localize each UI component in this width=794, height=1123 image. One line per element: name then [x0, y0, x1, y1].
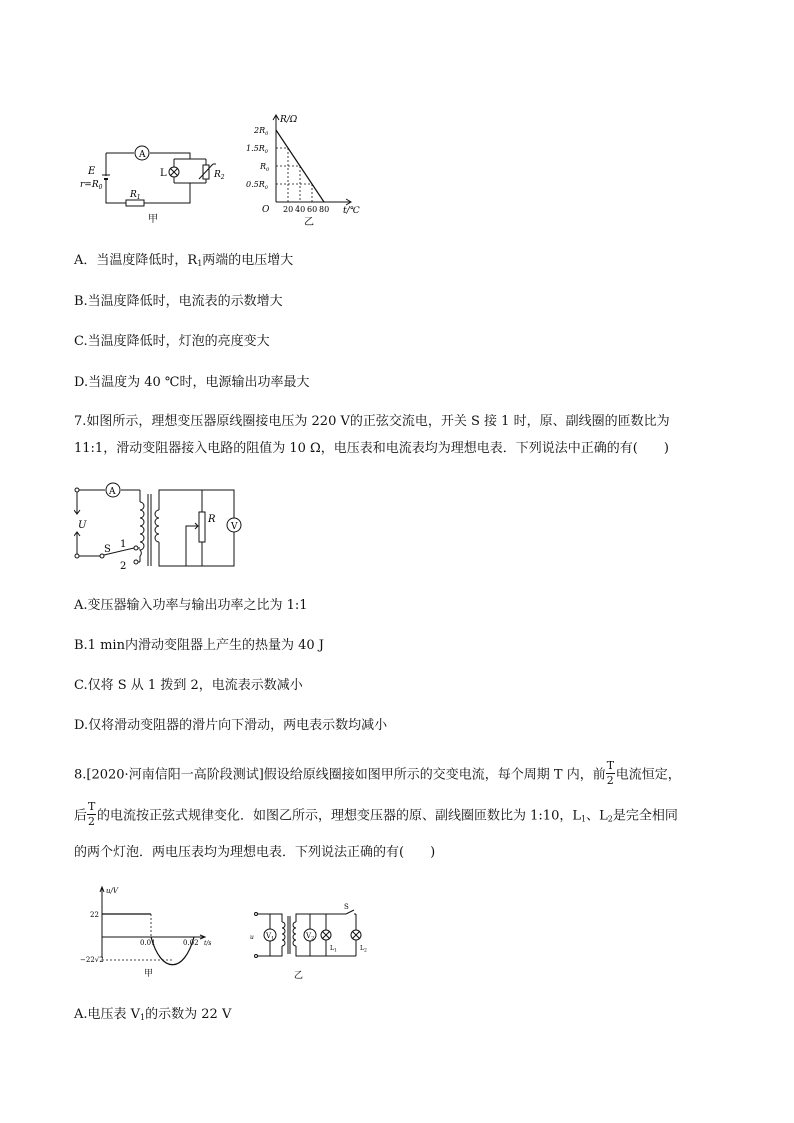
denominator: 2: [606, 774, 614, 787]
voltmeter-v1-label: V: [266, 932, 272, 940]
ammeter-label: A: [139, 150, 146, 160]
x-value-001: 0.01: [140, 939, 156, 947]
svg-text:R2: [213, 170, 225, 181]
figure-7-transformer-circuit: [74, 480, 249, 575]
voltmeter-label: V: [231, 522, 238, 532]
x-axis-label: t/℃: [343, 206, 360, 216]
ammeter-label: A: [109, 487, 116, 497]
figure-8-yi-circuit: [250, 902, 380, 982]
q8-stem-text: 电流恒定，: [615, 767, 681, 783]
sub: 0: [264, 185, 268, 191]
fraction-t-over-2: [87, 800, 97, 828]
q6-option-d: D.当温度为 40 ℃时，电源输出功率最大: [74, 375, 310, 390]
numerator: T: [88, 800, 96, 813]
input-u-label: u: [250, 934, 254, 941]
numerator: T: [606, 759, 615, 772]
q8-stem-line1: [74, 759, 681, 787]
y-tick: 1.5R: [246, 144, 265, 153]
figure-6-yi-graph: [240, 112, 370, 227]
q7-stem-line1: 7.如图所示，理想变压器原线圈接电压为 220 V的正弦交流电，开关 S 接 1 时，原、副线圈的匝数比为: [74, 414, 670, 429]
sub: 0: [98, 184, 103, 191]
q6-option-a: [74, 253, 293, 272]
voltage-label: U: [78, 520, 87, 531]
subscript: 2: [607, 814, 613, 824]
y-value-neg: −22√2: [80, 956, 104, 964]
origin-label: O: [262, 205, 270, 215]
q8-option-a-text-end: 的示数为 22 V: [145, 1007, 232, 1022]
caption-jia: 甲: [144, 969, 154, 979]
q8-stem-text: 后: [74, 808, 88, 824]
x-tick: 80: [319, 205, 330, 214]
svg-text:1.5R0: [246, 144, 269, 155]
svg-text:L2: [360, 945, 367, 954]
denominator: 2: [88, 815, 96, 828]
x-value-002: 0.02: [183, 939, 199, 947]
figure-8-jia-waveform: [80, 884, 220, 979]
q6-option-c: C.当温度降低时，灯泡的亮度变大: [74, 334, 270, 349]
sub: 1: [136, 194, 141, 201]
q6-option-a-text-end: 两端的电压增大: [202, 253, 294, 268]
svg-text:R1: [129, 190, 141, 201]
subscript: 1: [580, 814, 587, 824]
r2-label: R: [214, 170, 221, 180]
caption-jia: 甲: [148, 214, 158, 225]
sub: 0: [266, 167, 270, 173]
y-tick: 0.5R: [246, 180, 265, 189]
caption-yi: 乙: [294, 971, 304, 981]
r1-label: R: [130, 190, 137, 200]
sub: 2: [220, 174, 225, 181]
switch-label: S: [104, 544, 111, 555]
y-value-22: 22: [90, 911, 99, 919]
subscript: 1: [197, 259, 203, 268]
sub: 0: [265, 131, 269, 137]
sub: 1: [271, 935, 275, 942]
rheostat-label: R: [208, 514, 216, 525]
y-axis-label: u/V: [106, 887, 118, 895]
caption-yi: 乙: [304, 217, 314, 227]
q8-stem-text: 是完全相同: [612, 808, 678, 824]
q7-option-b: B.1 min内滑动变阻器上产生的热量为 40 J: [74, 638, 324, 653]
q8-stem-line3: 的两个灯泡．两电压表均为理想电表．下列说法正确的有( ): [74, 845, 436, 860]
q8-stem-text: 8.[2020·河南信阳一高阶段测试]假设给原线圈接如图甲所示的交变电流，每个周期 T 内，前: [74, 767, 606, 783]
svg-text:r=R0: [80, 180, 103, 191]
lamp-l1-label: L: [330, 945, 334, 952]
sub: 1: [333, 948, 337, 954]
q8-stem-text: 的电流按正弦式规律变化．如图乙所示，理想变压器的原、副线圈匝数比为 1:10，L: [97, 808, 581, 824]
voltmeter-v2-label: V: [306, 932, 312, 940]
sub: 0: [264, 149, 268, 155]
switch-label: S: [344, 903, 349, 911]
q6-option-a-text: A．当温度降低时，R: [74, 253, 198, 268]
fraction-t-over-2: [606, 759, 616, 787]
q8-stem-text: 、L: [586, 808, 608, 824]
terminal-1-label: 1: [120, 539, 127, 550]
svg-text:R0: [259, 162, 270, 173]
y-tick: 2R: [254, 126, 266, 135]
sub: 2: [363, 948, 367, 954]
lamp-l2-label: L: [360, 945, 364, 952]
q7-stem-line2: 11:1，滑动变阻器接入电路的阻值为 10 Ω，电压表和电流表均为理想电表．下列说法中正确的有( ): [74, 441, 669, 456]
internal-resistance-label: r=R: [80, 180, 99, 190]
q7-option-a: A.变压器输入功率与输出功率之比为 1:1: [74, 598, 308, 613]
x-axis-label: t/s: [204, 940, 212, 947]
q7-option-d: D.仅将滑动变阻器的滑片向下滑动，两电表示数均减小: [74, 718, 388, 733]
q8-option-a-text: A.电压表 V: [74, 1007, 141, 1022]
q6-option-b: B.当温度降低时，电流表的示数增大: [74, 294, 283, 309]
emf-label: E: [88, 166, 96, 177]
x-tick: 20: [283, 205, 294, 214]
figure-6-jia-circuit: [80, 135, 230, 227]
svg-text:L1: [330, 945, 337, 954]
x-tick: 40: [295, 205, 306, 214]
svg-text:0.5R0: [246, 180, 269, 191]
lamp-label: L: [160, 168, 167, 179]
svg-text:2R0: [253, 126, 269, 137]
sub: 2: [311, 935, 315, 942]
q8-option-a: [74, 1007, 231, 1026]
x-tick: 60: [307, 205, 318, 214]
y-axis-label: R/Ω: [280, 115, 298, 125]
q7-option-c: C.仅将 S 从 1 拨到 2，电流表示数减小: [74, 678, 303, 693]
y-tick: R: [260, 162, 267, 171]
terminal-2-label: 2: [120, 561, 127, 572]
q8-stem-line2: [74, 800, 678, 828]
subscript: 1: [140, 1013, 146, 1022]
